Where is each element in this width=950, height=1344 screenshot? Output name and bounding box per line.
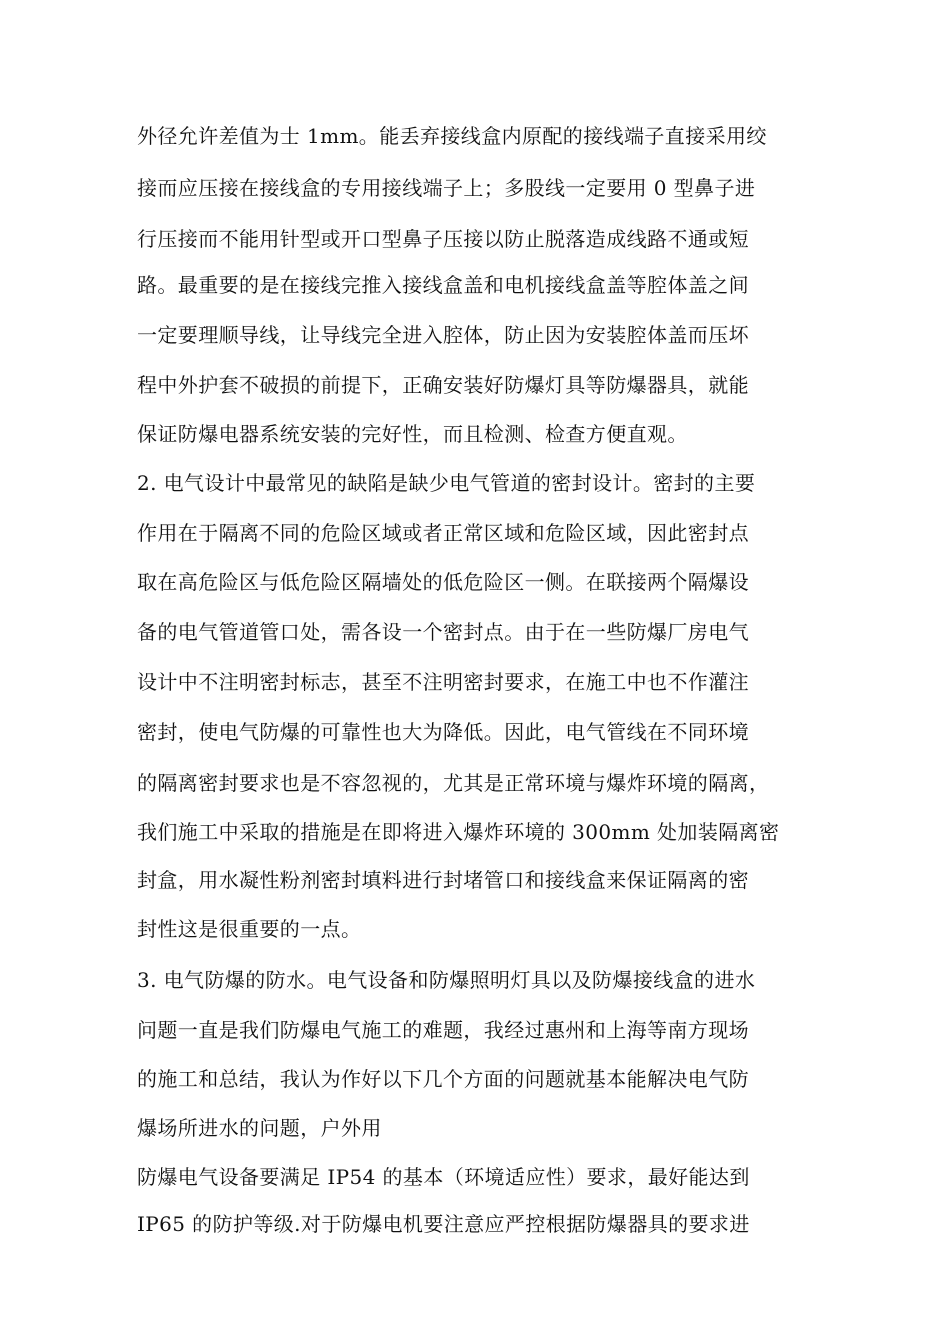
text-line: 一定要理顺导线，让导线完全进入腔体，防止因为安装腔体盖而压坏	[137, 323, 749, 347]
text-line: 封盒，用水凝性粉剂密封填料进行封堵管口和接线盒来保证隔离的密	[137, 868, 749, 892]
text-line: 的隔离密封要求也是不容忽视的，尤其是正常环境与爆炸环境的隔离，	[137, 771, 770, 795]
text-line: 作用在于隔离不同的危险区域或者正常区域和危险区域，因此密封点	[137, 521, 749, 545]
text-line: 防爆电气设备要满足 IP54 的基本（环境适应性）要求，最好能达到	[137, 1165, 750, 1189]
text-line: 我们施工中采取的措施是在即将进入爆炸环境的 300mm 处加装隔离密	[137, 820, 780, 844]
text-line: 程中外护套不破损的前提下，正确安装好防爆灯具等防爆器具，就能	[137, 373, 749, 397]
text-line: 外径允许差值为士 1mm。能丢弃接线盒内原配的接线端子直接采用绞	[137, 124, 767, 148]
text-line: 2. 电气设计中最常见的缺陷是缺少电气管道的密封设计。密封的主要	[137, 471, 756, 495]
text-line: 封性这是很重要的一点。	[137, 917, 362, 941]
text-line: 保证防爆电器系统安装的完好性，而且检测、检查方便直观。	[137, 422, 688, 446]
text-line: 密封，使电气防爆的可靠性也大为降低。因此，电气管线在不同环境	[137, 720, 749, 744]
text-line: 备的电气管道管口处，需各设一个密封点。由于在一些防爆厂房电气	[137, 620, 749, 644]
text-line: 问题一直是我们防爆电气施工的难题，我经过惠州和上海等南方现场	[137, 1018, 749, 1042]
text-line: 路。最重要的是在接线完推入接线盒盖和电机接线盒盖等腔体盖之间	[137, 273, 749, 297]
text-line: 接而应压接在接线盒的专用接线端子上；多股线一定要用 0 型鼻子进	[137, 176, 756, 200]
text-line: 取在高危险区与低危险区隔墙处的低危险区一侧。在联接两个隔爆设	[137, 570, 749, 594]
text-line: IP65 的防护等级.对于防爆电机要注意应严控根据防爆器具的要求进	[137, 1212, 750, 1236]
text-line: 爆场所进水的问题，户外用	[137, 1116, 382, 1140]
text-line: 设计中不注明密封标志，甚至不注明密封要求，在施工中也不作灌注	[137, 670, 749, 694]
text-line: 行压接而不能用针型或开口型鼻子压接以防止脱落造成线路不通或短	[137, 227, 749, 251]
text-line: 3. 电气防爆的防水。电气设备和防爆照明灯具以及防爆接线盒的进水	[137, 968, 756, 992]
text-line: 的施工和总结，我认为作好以下几个方面的问题就基本能解决电气防	[137, 1067, 749, 1091]
